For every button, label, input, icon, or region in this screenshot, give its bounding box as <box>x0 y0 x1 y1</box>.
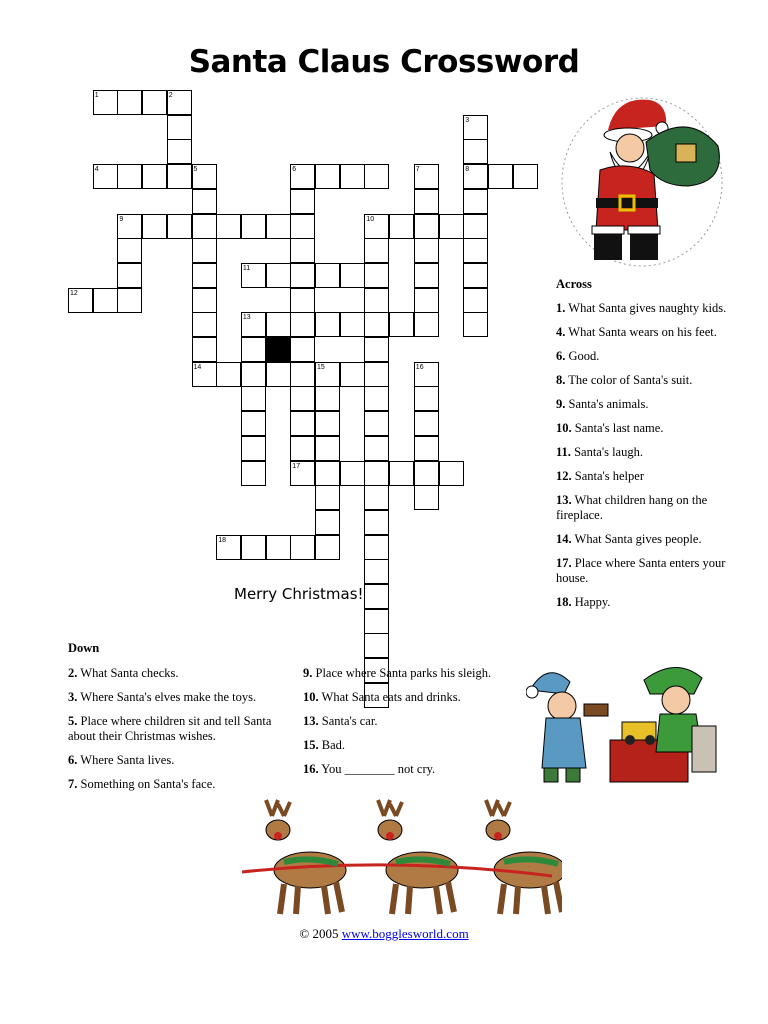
grid-cell[interactable] <box>167 164 192 189</box>
grid-number: 6 <box>292 166 297 174</box>
grid-cell[interactable] <box>290 288 315 313</box>
grid-number: 8 <box>465 166 470 174</box>
grid-cell[interactable] <box>216 362 241 387</box>
clue-number: 13. <box>556 493 572 507</box>
grid-cell[interactable] <box>167 214 192 239</box>
footer <box>0 926 768 942</box>
clue-number: 4. <box>556 325 566 339</box>
clue-item <box>68 753 283 768</box>
grid-cell[interactable] <box>117 288 142 313</box>
grid-cell[interactable] <box>290 436 315 461</box>
grid-cell[interactable] <box>315 436 340 461</box>
clue-text: What children hang on the fireplace. <box>556 493 708 522</box>
grid-cell[interactable] <box>290 337 315 362</box>
grid-cell[interactable] <box>364 609 389 634</box>
clue-text: Santa's animals. <box>565 397 649 411</box>
clue-item <box>303 738 518 753</box>
clue-text: Place where Santa parks his sleigh. <box>312 666 492 680</box>
grid-cell[interactable] <box>117 164 142 189</box>
grid-cell[interactable] <box>389 214 414 239</box>
grid-number: 9 <box>119 215 124 223</box>
grid-cell[interactable] <box>414 386 439 411</box>
clue-text: What Santa eats and drinks. <box>318 690 461 704</box>
clue-item <box>556 349 731 364</box>
clue-number: 17. <box>556 556 572 570</box>
grid-cell[interactable] <box>117 90 142 115</box>
clue-text: Santa's laugh. <box>570 445 643 459</box>
clue-item <box>556 373 731 388</box>
grid-cell[interactable] <box>364 485 389 510</box>
black-square <box>266 337 292 363</box>
clue-text: What Santa gives naughty kids. <box>565 301 727 315</box>
grid-cell[interactable] <box>93 288 118 313</box>
down-heading: Down <box>68 641 100 655</box>
clue-text: What Santa wears on his feet. <box>565 325 717 339</box>
grid-cell[interactable] <box>241 362 266 387</box>
grid-cell[interactable] <box>290 362 315 387</box>
grid-cell[interactable] <box>290 189 315 214</box>
website-link[interactable]: www.bogglesworld.com <box>341 926 469 941</box>
grid-cell[interactable] <box>315 411 340 436</box>
across-clues <box>556 277 731 619</box>
grid-cell[interactable] <box>290 312 315 337</box>
clue-text: Santa's helper <box>571 469 644 483</box>
grid-cell[interactable] <box>364 238 389 263</box>
grid-number: 7 <box>415 166 420 174</box>
grid-number: 2 <box>168 92 173 99</box>
grid-cell[interactable] <box>340 312 365 337</box>
elves-illustration <box>526 660 726 786</box>
down-clues-col1 <box>68 666 283 801</box>
grid-cell[interactable] <box>315 263 340 288</box>
clue-number: 10. <box>556 421 572 435</box>
grid-cell[interactable] <box>414 263 439 288</box>
grid-cell[interactable] <box>290 535 315 560</box>
clue-item <box>556 556 731 586</box>
grid-cell[interactable] <box>241 535 266 560</box>
grid-cell[interactable] <box>340 164 365 189</box>
grid-cell[interactable] <box>364 436 389 461</box>
grid-cell[interactable] <box>463 288 488 313</box>
grid-cell[interactable] <box>414 461 439 486</box>
grid-cell[interactable] <box>315 485 340 510</box>
grid-cell[interactable] <box>364 312 389 337</box>
grid-cell[interactable] <box>216 214 241 239</box>
clue-item <box>303 666 518 681</box>
clue-item <box>556 421 731 436</box>
grid-cell[interactable] <box>364 584 389 609</box>
clue-item <box>556 532 731 547</box>
grid-cell[interactable] <box>364 288 389 313</box>
grid-cell[interactable] <box>167 115 192 140</box>
grid-cell[interactable] <box>241 436 266 461</box>
grid-cell[interactable] <box>192 214 217 239</box>
grid-number: 18 <box>218 536 226 544</box>
grid-cell[interactable] <box>364 461 389 486</box>
grid-cell[interactable] <box>290 411 315 436</box>
down-clues-col2 <box>303 666 518 786</box>
grid-cell[interactable] <box>463 139 488 164</box>
across-heading: Across <box>556 277 592 291</box>
clue-item <box>303 762 518 777</box>
grid-cell[interactable] <box>315 312 340 337</box>
clue-number: 7. <box>68 777 78 791</box>
grid-cell[interactable] <box>364 510 389 535</box>
clue-number: 1. <box>556 301 566 315</box>
clue-item <box>556 469 731 484</box>
clue-item <box>556 493 731 523</box>
grid-cell[interactable] <box>315 461 340 486</box>
grid-cell[interactable] <box>192 312 217 337</box>
grid-cell[interactable] <box>340 461 365 486</box>
clue-number: 15. <box>303 738 319 752</box>
clue-number: 10. <box>303 690 319 704</box>
grid-number: 3 <box>465 116 470 124</box>
grid-number: 1 <box>94 92 99 99</box>
grid-cell[interactable] <box>241 386 266 411</box>
grid-cell[interactable] <box>488 164 513 189</box>
grid-cell[interactable] <box>364 362 389 387</box>
clue-number: 9. <box>303 666 313 680</box>
grid-cell[interactable] <box>389 461 414 486</box>
clue-number: 8. <box>556 373 566 387</box>
grid-number: 11 <box>242 264 251 272</box>
clue-text: Bad. <box>318 738 346 752</box>
grid-cell[interactable] <box>241 337 266 362</box>
across-list <box>556 301 731 610</box>
grid-cell[interactable] <box>463 263 488 288</box>
grid-cell[interactable] <box>315 386 340 411</box>
grid-cell[interactable] <box>192 337 217 362</box>
grid-cell[interactable] <box>414 238 439 263</box>
grid-cell[interactable] <box>414 214 439 239</box>
grid-cell[interactable] <box>340 263 365 288</box>
clue-text: Santa's car. <box>318 714 378 728</box>
grid-cell[interactable] <box>315 535 340 560</box>
clue-item <box>556 325 731 340</box>
clue-number: 2. <box>68 666 78 680</box>
clue-text: Place where children sit and tell Santa about their Christmas wishes. <box>68 714 272 743</box>
clue-item <box>68 690 283 705</box>
clue-text: Where Santa's elves make the toys. <box>77 690 257 704</box>
clue-item <box>68 666 283 681</box>
grid-cell[interactable] <box>414 312 439 337</box>
grid-cell[interactable] <box>192 238 217 263</box>
grid-cell[interactable] <box>389 312 414 337</box>
grid-cell[interactable] <box>241 461 266 486</box>
grid-number: 15 <box>317 363 325 371</box>
clue-text: Something on Santa's face. <box>77 777 216 791</box>
clue-text: You ________ not cry. <box>318 762 436 776</box>
clue-number: 13. <box>303 714 319 728</box>
grid-cell[interactable] <box>142 164 167 189</box>
clue-item <box>556 301 731 316</box>
clue-number: 6. <box>68 753 78 767</box>
clue-number: 11. <box>556 445 571 459</box>
clue-text: The color of Santa's suit. <box>565 373 693 387</box>
clue-number: 9. <box>556 397 566 411</box>
clue-text: Santa's last name. <box>571 421 664 435</box>
clue-text: What Santa checks. <box>77 666 179 680</box>
grid-cell[interactable] <box>142 90 167 115</box>
grid-cell[interactable] <box>364 535 389 560</box>
grid-cell[interactable] <box>315 164 340 189</box>
clue-item <box>556 595 731 610</box>
clue-text: Happy. <box>571 595 611 609</box>
grid-cell[interactable] <box>340 362 365 387</box>
grid-cell[interactable] <box>364 263 389 288</box>
page-title: Santa Claus Crossword <box>188 44 580 80</box>
clue-item <box>68 714 283 744</box>
grid-cell[interactable] <box>192 288 217 313</box>
grid-number: 16 <box>415 363 424 371</box>
grid-cell[interactable] <box>290 263 315 288</box>
clue-text: Where Santa lives. <box>77 753 175 767</box>
grid-cell[interactable] <box>364 559 389 584</box>
grid-cell[interactable] <box>513 164 538 189</box>
grid-number: 14 <box>193 363 202 371</box>
clue-number: 5. <box>68 714 78 728</box>
grid-cell[interactable] <box>439 214 464 239</box>
grid-cell[interactable] <box>463 312 488 337</box>
clue-item <box>556 397 731 412</box>
grid-cell[interactable] <box>290 238 315 263</box>
grid-cell[interactable] <box>414 288 439 313</box>
grid-cell[interactable] <box>266 214 291 239</box>
grid-cell[interactable] <box>463 214 488 239</box>
clue-item <box>556 445 731 460</box>
grid-cell[interactable] <box>167 139 192 164</box>
clue-number: 12. <box>556 469 572 483</box>
clue-text: Place where Santa enters your house. <box>556 556 726 585</box>
clue-item <box>303 690 518 705</box>
grid-cell[interactable] <box>414 436 439 461</box>
grid-cell[interactable] <box>142 214 167 239</box>
clue-number: 14. <box>556 532 572 546</box>
grid-cell[interactable] <box>192 189 217 214</box>
clue-number: 18. <box>556 595 572 609</box>
grid-number: 4 <box>94 166 99 174</box>
grid-number: 17 <box>292 462 301 470</box>
clue-item <box>303 714 518 729</box>
grid-cell[interactable] <box>364 164 389 189</box>
clue-item <box>68 777 283 792</box>
clue-text: What Santa gives people. <box>571 532 702 546</box>
clue-number: 3. <box>68 690 78 704</box>
grid-cell[interactable] <box>266 362 291 387</box>
copyright-text: © 2005 <box>299 926 339 941</box>
grid-number: 13 <box>242 314 251 322</box>
grid-cell[interactable] <box>463 189 488 214</box>
grid-cell[interactable] <box>117 238 142 263</box>
grid-cell[interactable] <box>266 312 291 337</box>
grid-cell[interactable] <box>414 411 439 436</box>
grid-cell[interactable] <box>414 189 439 214</box>
grid-cell[interactable] <box>290 386 315 411</box>
grid-cell[interactable] <box>414 485 439 510</box>
grid-cell[interactable] <box>266 263 291 288</box>
clue-text: Good. <box>565 349 600 363</box>
grid-cell[interactable] <box>241 411 266 436</box>
grid-cell[interactable] <box>364 386 389 411</box>
clue-number: 6. <box>556 349 566 363</box>
grid-cell[interactable] <box>364 411 389 436</box>
grid-number: 12 <box>70 289 78 297</box>
grid-number: 5 <box>193 166 198 174</box>
reindeer-illustration <box>232 796 562 922</box>
grid-cell[interactable] <box>266 535 291 560</box>
grid-cell[interactable] <box>364 337 389 362</box>
santa-illustration <box>558 90 726 268</box>
grid-cell[interactable] <box>192 263 217 288</box>
grid-cell[interactable] <box>463 238 488 263</box>
grid-cell[interactable] <box>241 214 266 239</box>
grid-cell[interactable] <box>117 263 142 288</box>
grid-number: 10 <box>366 215 375 223</box>
grid-cell[interactable] <box>290 214 315 239</box>
merry-christmas-caption: Merry Christmas! <box>234 585 364 603</box>
grid-cell[interactable] <box>439 461 464 486</box>
grid-cell[interactable] <box>364 633 389 658</box>
clue-number: 16. <box>303 762 319 776</box>
grid-cell[interactable] <box>315 510 340 535</box>
